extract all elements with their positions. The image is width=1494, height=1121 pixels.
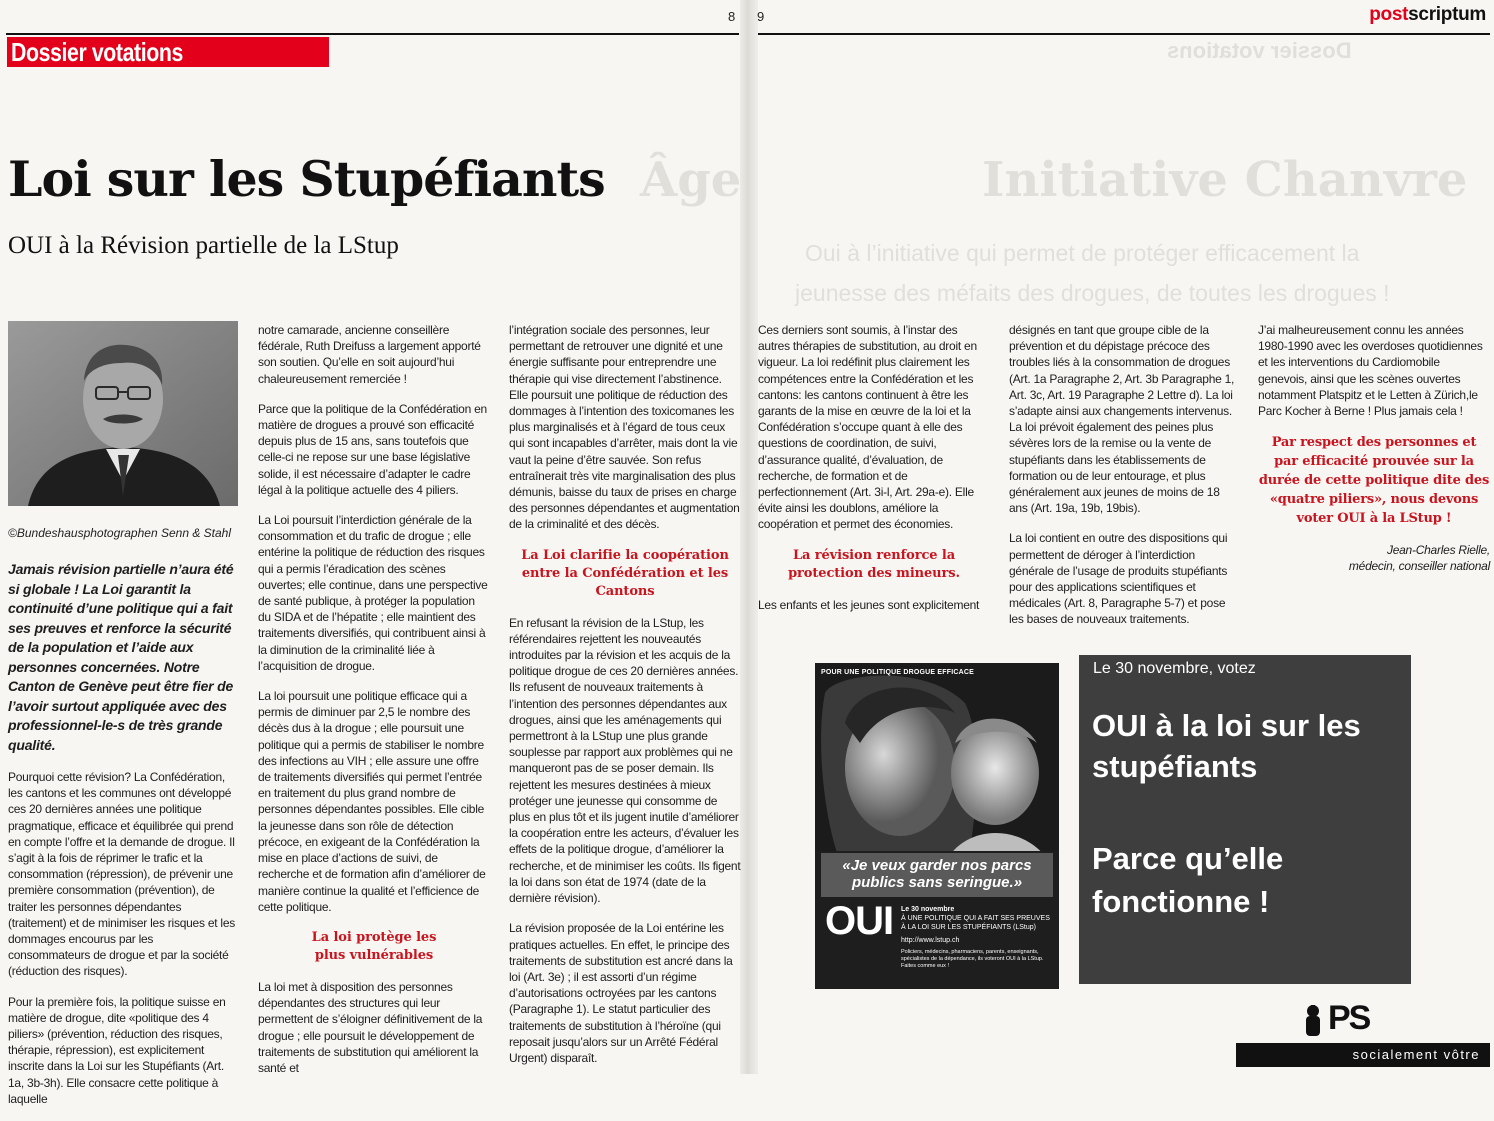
ghost-title-mid: Âge <box>640 152 742 208</box>
page-number-left: 8 <box>728 9 736 24</box>
ad-headline: OUI à la loi sur les stupéfiants <box>1092 708 1361 784</box>
author-name: Jean-Charles Rielle, <box>1386 543 1490 558</box>
right-page-rule <box>758 33 1490 35</box>
paragraph: notre camarade, ancienne conseillère fédérale, Ruth Dreifuss a largement apporté son soutien. Qu’elle en soit aujourd’hui chaleureusement remerciée ! <box>258 323 481 386</box>
article-column-5 <box>1009 322 1241 642</box>
left-page-rule <box>6 33 739 35</box>
ad-tagline: Parce qu’elle fonctionne ! <box>1092 841 1284 919</box>
ps-logo <box>1236 999 1490 1067</box>
paragraph: Pourquoi cette révision? La Confédération, les cantons et les communes ont développé ces 20 dernières années une politique pragmatique, efficace et équilibrée qui prend en compte l’offre et la demande de drogue. Il s’agit à la fois de réprimer le trafic et la consommation (répression), de prévenir une première consommation (prévention), de traiter les personnes dépendantes (traitement) et de minimiser les risques et les dommages encourus par les consommateurs de drogue et par la société (réduction des risques). <box>8 770 235 979</box>
poster-quote: «Je veux garder nos parcs publics sans seringue.» <box>842 857 1032 891</box>
paragraph: La loi poursuit une politique efficace qui a permis de diminuer par 2,5 le nombre des décès dus à la drogue ; elle poursuit une politique qui a permis de stabiliser le nombre des infections au VIH ; elle assure une offre de traitements diversifiés qui permet l’entrée en traitement du plus grand nombre de personnes dépendantes possibles. Elle cible la jeunesse dans son rôle de détection précoce, en exigeant de la Confédération la mise en place d’actions de suivi, de recherche et de formation afin d’améliorer de manière continue la qualité et l’efficience de cette politique. <box>258 689 486 914</box>
photo-credit: ©Bundeshausphotographen Senn & Stahl <box>8 526 232 540</box>
paragraph: La loi contient en outre des dispositions qui permettent de déroger à l’interdiction générale de l’usage de produits stupéfiants pour des applications scientifiques et médicales (Art. 8, Paragraphe 5-7) et pose les bases de nouveaux traitements. <box>1009 531 1228 627</box>
ghost-dossier: Dossier votations <box>1167 38 1352 63</box>
paragraph: l’intégration sociale des personnes, leur permettant de retrouver une dignité et une énergie suffisante pour entreprendre une thérapie qui vise directement l’abstinence. Elle poursuit une politique de réduction des dommages à l’intention des toxicomanes les plus marginalisés et à l’égard de tous ceux qui sont incapables d’arrêter, mais dont la vie vaut la peine d’être sauvée. Son refus entraînerait très vite marginalisation des plus démunis, baisse du taux de prises en charge des personnes dépendantes et augmentation de la criminalité et des décès. <box>509 323 740 532</box>
poster-date: Le 30 novembre <box>901 906 955 913</box>
page-number-right: 9 <box>757 9 765 24</box>
article-column-1 <box>8 560 238 1121</box>
subheading-mineurs: La révision renforce la protection des mineurs. <box>788 547 960 581</box>
ghost-sub1: Oui à l’initiative qui permet de protéger efficacement la <box>805 240 1360 266</box>
ps-mark-row <box>1236 999 1490 1039</box>
campaign-poster <box>815 663 1059 989</box>
poster-top-text: POUR UNE POLITIQUE DROGUE EFFICACE <box>821 669 975 676</box>
author-signature <box>1258 542 1490 574</box>
ghost-title-right: Initiative Chanvre <box>982 152 1468 208</box>
subheading-cooperation: La Loi clarifie la coopération entre la Confédération et les Cantons <box>521 547 729 599</box>
paragraph: J’ai malheureusement connu les années 1980-1990 avec les overdoses quotidiennes et les interventions du Cardiomobile genevois, ainsi que les scènes ouvertes notamment Platspitz et le Letten à Zürich,le Parc Kocher à Berne ! Plus jamais cela ! <box>1258 323 1483 419</box>
article-lead: Jamais révision partielle n’aura été si globale ! La Loi garantit la continuité d’une politique qui a fait ses preuves et renforce la sécurité de la population et l’aide aux personnes concernées. Notre Canton de Genève peut être fier de l’avoir surtout appliquée avec des professionnel-le-s de très grande qualité. <box>8 561 234 753</box>
paragraph: Ces derniers sont soumis, à l’instar des autres thérapies de substitution, au droit en vigueur. La loi redéfinit plus clairement les compétences entre la Confédération et les cantons: les cantons continuent à être les garants de la mise en œuvre de la loi et la Confédération s’occupe quant à elle des questions de coordination, de suivi, d’assurance qualité, d’évaluation, de recherche, de formation et de perfectionnement (Art. 3i-l, Art. 29a-e). Elle évite ainsi les doublons, améliore la coopération et permet des économies. <box>758 323 977 532</box>
ghost-sub2: jeunesse des méfaits des drogues, de toutes les drogues ! <box>795 280 1390 306</box>
paragraph: La révision proposée de la Loi entérine les pratiques actuelles. En effet, le principe des traitements de substitution est ancré dans la loi (Art. 3e) ; il est assorti d’un régime d’autorisations octroyées par les cantons (Paragraphe 1). Le statut particulier des traitements de substitution à l’héroïne (qui reposait jusqu’alors sur un Arrêté Fédéral Urgent) disparaît. <box>509 921 733 1065</box>
paragraph: Les enfants et les jeunes sont explicitement <box>758 597 980 612</box>
article-column-6 <box>1258 322 1490 574</box>
ad-date-line: Le 30 novembre, votez <box>1093 660 1256 677</box>
author-photo <box>8 321 238 506</box>
paragraph: En refusant la révision de la LStup, les référendaires rejettent les nouveautés introduites par la révision et les acquis de la politique drogue de ces 20 dernières années. Ils refusent de nouveaux traitements à l’intention des personnes dépendantes aux drogues, ainsi que les aménagements qui permettront à la LStup une plus grande souplesse par rapport aux problèmes qui ne manqueront pas de se poser demain. Ils rejettent les mesures destinées à mieux protéger une jeunesse qui consomme de plus en plus tôt et ils jugent inutile d’améliorer la coopération entre les acteurs, d’évaluer les effets de la politique drogue, d’améliorer la recherche, et de minimiser les coûts. Ils figent la loi dans son état de 1974 (date de la dernière révision). <box>509 615 741 906</box>
article-column-2 <box>258 322 490 1090</box>
subheading-vulnerables: La loi protège les plus vulnérables <box>311 929 437 963</box>
spread-gutter <box>740 0 758 1074</box>
paragraph: La loi met à disposition des personnes dépendantes des structures qui leur permettent de s’éloigner définitivement de la drogue ; elle poursuit le développement de traitements de substitution qui améliorent la santé et <box>258 979 483 1075</box>
rose-fist-icon <box>1298 1003 1328 1039</box>
article-column-4 <box>758 322 990 627</box>
poster-url: http://www.lstup.ch <box>901 937 960 944</box>
paragraph: La Loi poursuit l’interdiction générale de la consommation et du trafic de drogue ; elle entérine la politique de réduction des risques qui a permis l’éradication des scènes ouvertes; elle continue, dans une perspective de santé publique, à protéger la population du SIDA et de l’hépatite ; elle maintient des traitements diversifiés, qui contribuent ainsi à la diminution de la criminalité liée à l’acquisition de drogue. <box>258 513 488 673</box>
poster-oui: OUI <box>825 899 894 943</box>
article-title: Loi sur les Stupéfiants <box>8 150 605 208</box>
poster-line: À UNE POLITIQUE QUI A FAIT SES PREUVES À LA LOI SUR LES STUPÉFIANTS (LStup) <box>901 915 1050 931</box>
poster-details <box>901 905 1051 970</box>
author-role: médecin, conseiller national <box>1348 559 1490 574</box>
paragraph: Parce que la politique de la Confédération en matière de drogues a prouvé son efficacité depuis plus de 15 ans, sans toutefois que celle-ci ne repose sur une base législative solide, il est nécessaire d’adapter le cadre légal à la politique actuelle des 4 piliers. <box>258 401 487 497</box>
ps-tagline: socialement vôtre <box>1236 1043 1490 1067</box>
paragraph: Pour la première fois, la politique suisse en matière de drogue, dite «politique des 4 piliers» (prévention, réduction des risques, thérapie, répression), est explicitement inscrite dans la Loi sur les Stupéfiants (Art. 1a, 3b-3h). Elle consacre cette politique à laquelle <box>8 994 226 1106</box>
paragraph: désignés en tant que groupe cible de la prévention et du dépistage précoce des troubles liés à la consommation de drogues (Art. 1a Paragraphe 2, Art. 3b Paragraphe 1, Art. 3c, Art. 19 Paragraphe 2 Lettre d). La loi s’adapte ainsi aux changements intervenus. La loi prévoit également des peines plus sévères lors de la remise ou la vente de stupéfiants dans les établissements de formation ou de leur entourage, et plus généralement aux jeunes de moins de 18 ans (Art. 19a, 19b, 19bis). <box>1009 323 1235 516</box>
closing-call: Par respect des personnes et par efficacité prouvée sur la durée de cette politique dite des «quatre piliers», nous devons voter OUI à la LStup ! <box>1258 435 1490 527</box>
dossier-label: Dossier votations <box>7 37 329 67</box>
ps-letters: PS <box>1328 999 1370 1037</box>
vote-ad-box <box>1079 655 1411 984</box>
poster-small: Policiers, médecins, pharmaciens, parents, enseignants, spécialistes de la dépendance, ils voteront OUI à la LStup. Faites comme eux ! <box>901 949 1044 969</box>
postscriptum-logo: postscriptum <box>1369 4 1486 25</box>
article-column-3 <box>509 322 741 1080</box>
article-subtitle: OUI à la Révision partielle de la LStup <box>8 232 399 259</box>
